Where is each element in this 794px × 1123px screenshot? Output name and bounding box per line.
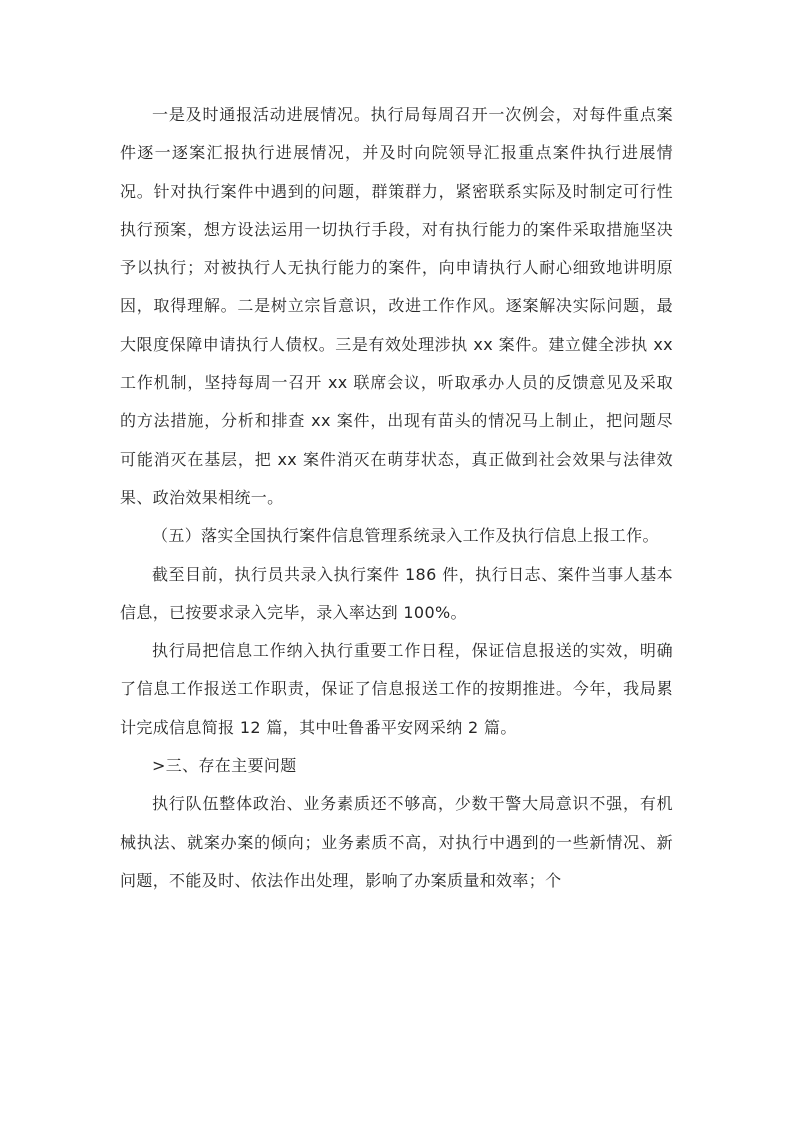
paragraph-case-entry: 截至目前，执行员共录入执行案件 186 件，执行日志、案件当事人基本信息，已按要求录入完毕，录入率达到 100%。	[120, 564, 673, 622]
paragraph-execution-progress: 一是及时通报活动进展情况。执行局每周召开一次例会，对每件重点案件逐一逐案汇报执行进展情况，并及时向院领导汇报重点案件执行进展情况。针对执行案件中遇到的问题，群策群力，紧密联系实际及时制定可行性执行预案，想方设法运用一切执行手段，对有执行能力的案件采取措施坚决予以执行；对被执行人无执行能力的案件，向申请执行人耐心细致地讲明原因，取得理解。二是树立宗旨意识，改进工作作风。逐案解决实际问题，最大限度保障申请执行人债权。三是有效处理涉执 xx 案件。建立健全涉执 xx 工作机制，坚持每周一召开 xx 联席会议，听取承办人员的反馈意见及采取的方法措施，分析和排查 xx 案件，出现有苗头的情况马上制止，把问题尽可能消灭在基层，把 xx 案件消灭在萌芽状态，真正做到社会效果与法律效果、政治效果相统一。	[120, 105, 673, 507]
section-heading-info-system: （五）落实全国执行案件信息管理系统录入工作及执行信息上报工作。	[152, 526, 659, 546]
paragraph-info-reporting: 执行局把信息工作纳入执行重要工作日程，保证信息报送的实效，明确了信息工作报送工作职责，保证了信息报送工作的按期推进。今年，我局累计完成信息简报 12 篇，其中吐鲁番平安网采纳 2 篇。	[120, 641, 673, 737]
section-heading-problems: >三、存在主要问题	[152, 756, 297, 776]
document-body	[120, 96, 673, 900]
paragraph-team-issues: 执行队伍整体政治、业务素质还不够高，少数干警大局意识不强，有机械执法、就案办案的倾向；业务素质不高，对执行中遇到的一些新情况、新问题，不能及时、依法作出处理，影响了办案质量和效率；个	[120, 794, 673, 890]
